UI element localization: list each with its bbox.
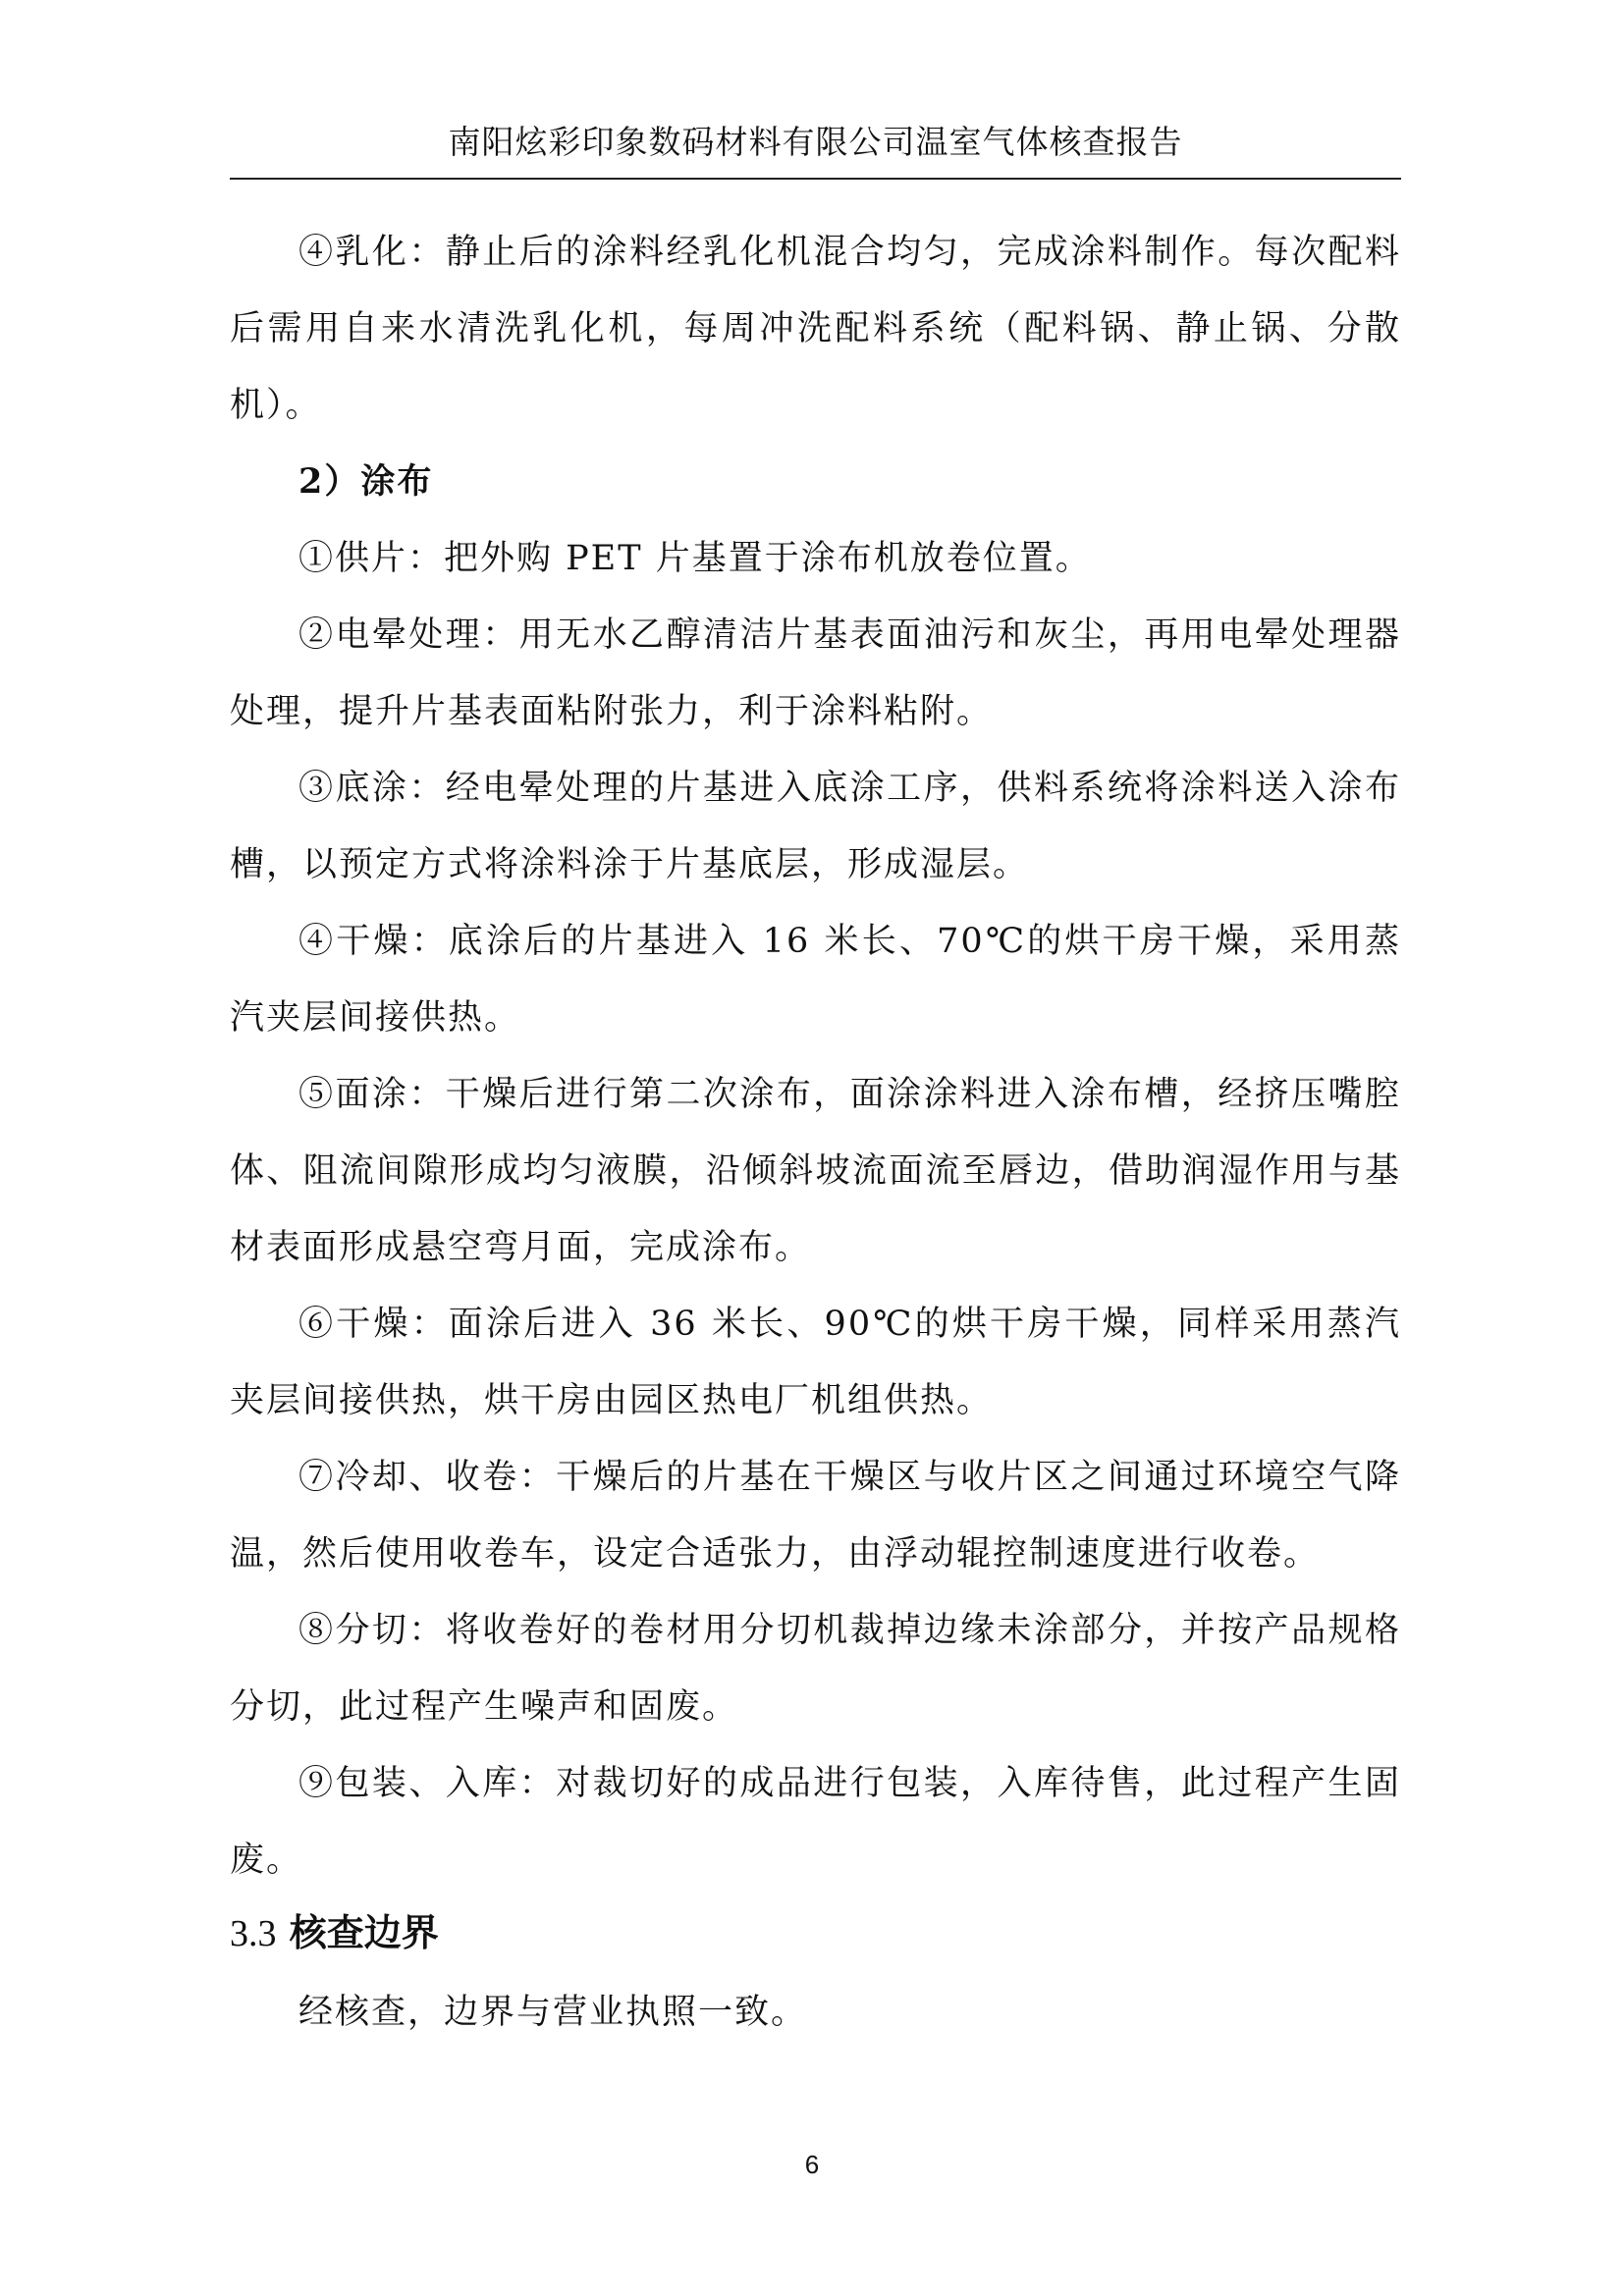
step-slitting: ⑧分切：将收卷好的卷材用分切机裁掉边缘未涂部分，并按产品规格分切，此过程产生噪声和固废。 — [230, 1611, 1401, 1727]
section-body-text: 经核查，边界与营业执照一致。 — [298, 1993, 808, 2032]
step-base-coating: ③底涂：经电晕处理的片基进入底涂工序，供料系统将涂料送入涂布槽，以预定方式将涂料涂于片基底层，形成湿层。 — [230, 769, 1401, 884]
step-cooling-winding: ⑦冷却、收卷：干燥后的片基在干燥区与收片区之间通过环境空气降温，然后使用收卷车，设定合适张力，由浮动辊控制速度进行收卷。 — [230, 1458, 1401, 1574]
step-drying-first: ④干燥：底涂后的片基进入 16 米长、70℃的烘干房干燥，采用蒸汽夹层间接供热。 — [230, 922, 1401, 1038]
section-title-text: 核查边界 — [289, 1910, 439, 1954]
section-heading — [230, 1898, 1401, 1974]
page-number: 6 — [804, 2150, 820, 2179]
page-header-title: 南阳炫彩印象数码材料有限公司温室气体核查报告 — [448, 123, 1183, 161]
subheading-coating: 2）涂布 — [298, 461, 434, 502]
step-packaging-storage: ⑨包装、入库：对裁切好的成品进行包装，入库待售，此过程产生固废。 — [230, 1764, 1401, 1880]
section-number: 3.3 — [230, 1913, 277, 1954]
header-divider — [230, 178, 1401, 180]
step-corona-treatment: ②电晕处理：用无水乙醇清洁片基表面油污和灰尘，再用电晕处理器处理，提升片基表面粘附张力，利于涂料粘附。 — [230, 615, 1401, 731]
step-supply-film: ①供片：把外购 PET 片基置于涂布机放卷位置。 — [298, 539, 1092, 578]
document-body — [230, 214, 1401, 2051]
step-top-coating: ⑤面涂：干燥后进行第二次涂布，面涂涂料进入涂布槽，经挤压嘴腔体、阻流间隙形成均匀液膜，沿倾斜坡流面流至唇边，借助润湿作用与基材表面形成悬空弯月面，完成涂布。 — [230, 1075, 1401, 1267]
paragraph-emulsification: ④乳化：静止后的涂料经乳化机混合均匀，完成涂料制作。每次配料后需用自来水清洗乳化机，每周冲洗配料系统（配料锅、静止锅、分散机）。 — [230, 233, 1401, 425]
step-drying-second: ⑥干燥：面涂后进入 36 米长、90℃的烘干房干燥，同样采用蒸汽夹层间接供热，烘干房由园区热电厂机组供热。 — [230, 1305, 1401, 1420]
